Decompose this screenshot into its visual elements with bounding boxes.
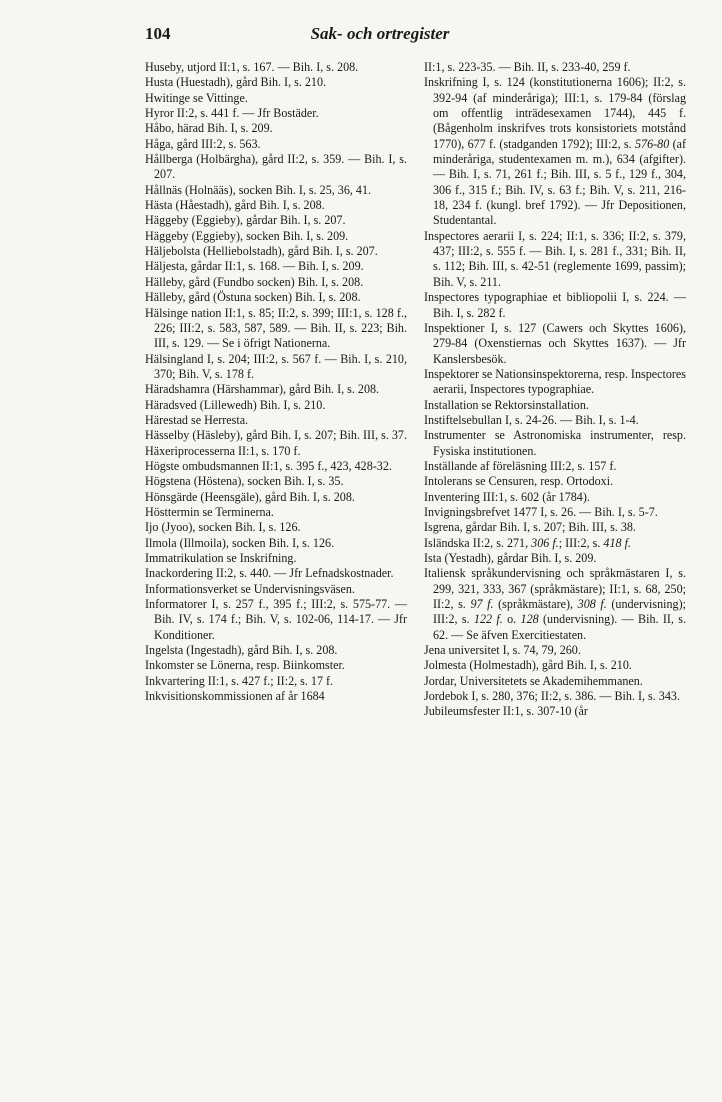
index-entry: Håbo, härad Bih. I, s. 209. <box>145 121 273 136</box>
index-entry: Jordebok I, s. 280, 376; II:2, s. 386. — Bih. I, s. 343. <box>424 689 680 704</box>
index-entry: Hållnäs (Holnääs), socken Bih. I, s. 25, 36, 41. <box>145 182 372 197</box>
index-entry: Hyror II:2, s. 441 f. — Jfr Bostäder. <box>145 106 319 121</box>
index-entry: Häljesta, gårdar II:1, s. 168. — Bih. I, s. 209. <box>145 259 364 274</box>
index-entry: Hästa (Håestadh), gård Bih. I, s. 208. <box>145 198 325 213</box>
index-entry: Inspectores aerarii I, s. 224; II:1, s. 336; II:2, s. 379, 437; III:2, s. 555 f. — Bih. I, s. 281 f., 331; Bih. II, s. 112; Bih. III, s. 42-51 (reglemente 1699, passim); Bih. V, s. 211. <box>424 228 686 289</box>
index-entry: Inkvisitionskommissionen af år 1684 <box>145 689 325 704</box>
index-entry: Inskrifning I, s. 124 (konstitutionerna 1606); II:2, s. 392-94 (af minderåriga); III:1, s. 179-84 (förslag om offentlig inträdesexamen 1744), 445 f. (Bågenholm inskrifves trots konsistoriets motstånd 1770), 677 f. (stadganden 1792); III:2, s. 576-80 (af minderåriga, studentexamen m. m.), 634 (afgifter). — Bih. I, s. 71, 261 f.; Bih. III, s. 5 f., 129 f., 304, 306 f., 315 f.; Bih. IV, s. 63 f.; Bih. V, s. 211, 216-18, 234 f. (kungl. bref 1792). — Jfr Depositionen, Studentantal. <box>424 75 687 228</box>
index-entry: II:1, s. 223-35. — Bih. II, s. 233-40, 259 f. <box>424 60 631 74</box>
index-entry: Instiftelsebullan I, s. 24-26. — Bih. I, s. 1-4. <box>424 412 639 427</box>
index-entry: Isländska II:2, s. 271, 306 f.; III:2, s. 418 f. <box>424 535 631 550</box>
index-entry: Italiensk språkundervisning och språkmästaren I, s. 299, 321, 333, 367 (språkmästare); II:1, s. 68, 250; II:2, s. 97 f. (språkmästare), 308 f. (undervisning); III:2, s. 122 f. o. 128 (undervisning). — Bih. II, s. 62. — Se äfven Exercitiestaten. <box>424 566 686 642</box>
index-entry: Inspectores typographiae et bibliopolii I, s. 224. — Bih. I, s. 282 f. <box>424 290 686 320</box>
index-entry: Häggeby (Eggieby), gårdar Bih. I, s. 207. <box>145 213 346 228</box>
index-entry: Häradsved (Lillewedh) Bih. I, s. 210. <box>145 397 326 412</box>
index-entry: Inspektorer se Nationsinspektorerna, resp. Inspectores aerarii, Inspectores typographiae. <box>424 366 686 397</box>
index-entry: Hässelby (Häsleby), gård Bih. I, s. 207; Bih. III, s. 37. <box>145 428 407 443</box>
index-entry: Hållberga (Holbärgha), gård II:2, s. 359. — Bih. I, s. 207. <box>145 152 407 182</box>
running-title: Sak- och ortregister <box>310 24 450 43</box>
index-entry: Inspektioner I, s. 127 (Cawers och Skyttes 1606), 279-84 (Oxenstiernas och Skyttes 1637). — Jfr Kanslersbesök. <box>424 320 686 366</box>
index-entry: Hälsingland I, s. 204; III:2, s. 567 f. — Bih. I, s. 210, 370; Bih. V, s. 178 f. <box>145 351 407 381</box>
index-entry: Hälleby, gård (Östuna socken) Bih. I, s. 208. <box>145 290 361 305</box>
page-header <box>145 24 615 48</box>
index-entry: Ingelsta (Ingestadh), gård Bih. I, s. 208. <box>145 643 338 658</box>
index-entry: Installation se Rektorsinstallation. <box>424 397 589 412</box>
index-entry: Intolerans se Censuren, resp. Ortodoxi. <box>424 474 614 489</box>
index-entry: Häxeriprocesserna II:1, s. 170 f. <box>145 443 301 458</box>
index-entry: Inackordering II:2, s. 440. — Jfr Lefnadskostnader. <box>145 566 394 581</box>
index-entry: Häggeby (Eggieby), socken Bih. I, s. 209. <box>145 228 349 243</box>
index-entry: Härestad se Herresta. <box>145 412 249 427</box>
page-number: 104 <box>145 24 171 43</box>
index-entry: Häljebolsta (Helliebolstadh), gård Bih. I, s. 207. <box>145 244 378 259</box>
index-entry: Husta (Huestadh), gård Bih. I, s. 210. <box>145 75 327 90</box>
index-entry: Huseby, utjord II:1, s. 167. — Bih. I, s. 208. <box>145 60 359 74</box>
index-entry: Informationsverket se Undervisningsväsen. <box>145 581 355 596</box>
index-entry: Inställande af föreläsning III:2, s. 157 f. <box>424 458 617 473</box>
index-column-right <box>424 60 686 720</box>
index-entry: Högstena (Höstena), socken Bih. I, s. 35. <box>145 474 344 489</box>
index-entry: Jolmesta (Holmestadh), gård Bih. I, s. 210. <box>424 658 632 673</box>
index-entry: Jena universitet I, s. 74, 79, 260. <box>424 643 581 658</box>
index-entry: Ijo (Jyoo), socken Bih. I, s. 126. <box>145 520 301 535</box>
index-column-left <box>145 60 407 704</box>
index-entry: Högste ombudsmannen II:1, s. 395 f., 423, 428-32. <box>145 458 392 473</box>
index-entry: Ista (Yestadh), gårdar Bih. I, s. 209. <box>424 551 597 565</box>
index-entry: Hwitinge se Vittinge. <box>145 90 248 105</box>
index-entry: Instrumenter se Astronomiska instrumenter, resp. Fysiska institutionen. <box>424 428 686 458</box>
index-entry: Ilmola (Illmoila), socken Bih. I, s. 126. <box>145 535 335 550</box>
index-entry: Hösttermin se Terminerna. <box>145 504 274 519</box>
index-entry: Inkomster se Lönerna, resp. Biinkomster. <box>145 658 345 673</box>
index-entry: Immatrikulation se Inskrifning. <box>145 551 297 565</box>
index-entry: Invigningsbrefvet 1477 I, s. 26. — Bih. I, s. 5-7. <box>424 504 658 519</box>
index-entry: Jordar, Universitetets se Akademihemmanen. <box>424 673 643 688</box>
index-entry: Inventering III:1, s. 602 (år 1784). <box>424 489 590 504</box>
index-entry: Håga, gård III:2, s. 563. <box>145 136 261 151</box>
index-entry: Häradshamra (Härshammar), gård Bih. I, s. 208. <box>145 382 380 397</box>
index-entry: Hälleby, gård (Fundbo socken) Bih. I, s. 208. <box>145 274 364 289</box>
index-entry: Jubileumsfester II:1, s. 307-10 (år <box>424 704 588 719</box>
index-entry: Hälsinge nation II:1, s. 85; II:2, s. 399; III:1, s. 128 f., 226; III:2, s. 583, 587, 589. — Bih. II, s. 223; Bih. III, s. 129. — Se i öfrigt Nationerna. <box>145 305 407 351</box>
index-entry: Isgrena, gårdar Bih. I, s. 207; Bih. III, s. 38. <box>424 520 636 535</box>
index-entry: Informatorer I, s. 257 f., 395 f.; III:2, s. 575-77. — Bih. IV, s. 174 f.; Bih. V, s. 102-06, 114-17. — Jfr Konditioner. <box>145 597 407 642</box>
index-entry: Hönsgärde (Heensgäle), gård Bih. I, s. 208. <box>145 489 355 504</box>
index-entry: Inkvartering II:1, s. 427 f.; II:2, s. 17 f. <box>145 673 334 688</box>
